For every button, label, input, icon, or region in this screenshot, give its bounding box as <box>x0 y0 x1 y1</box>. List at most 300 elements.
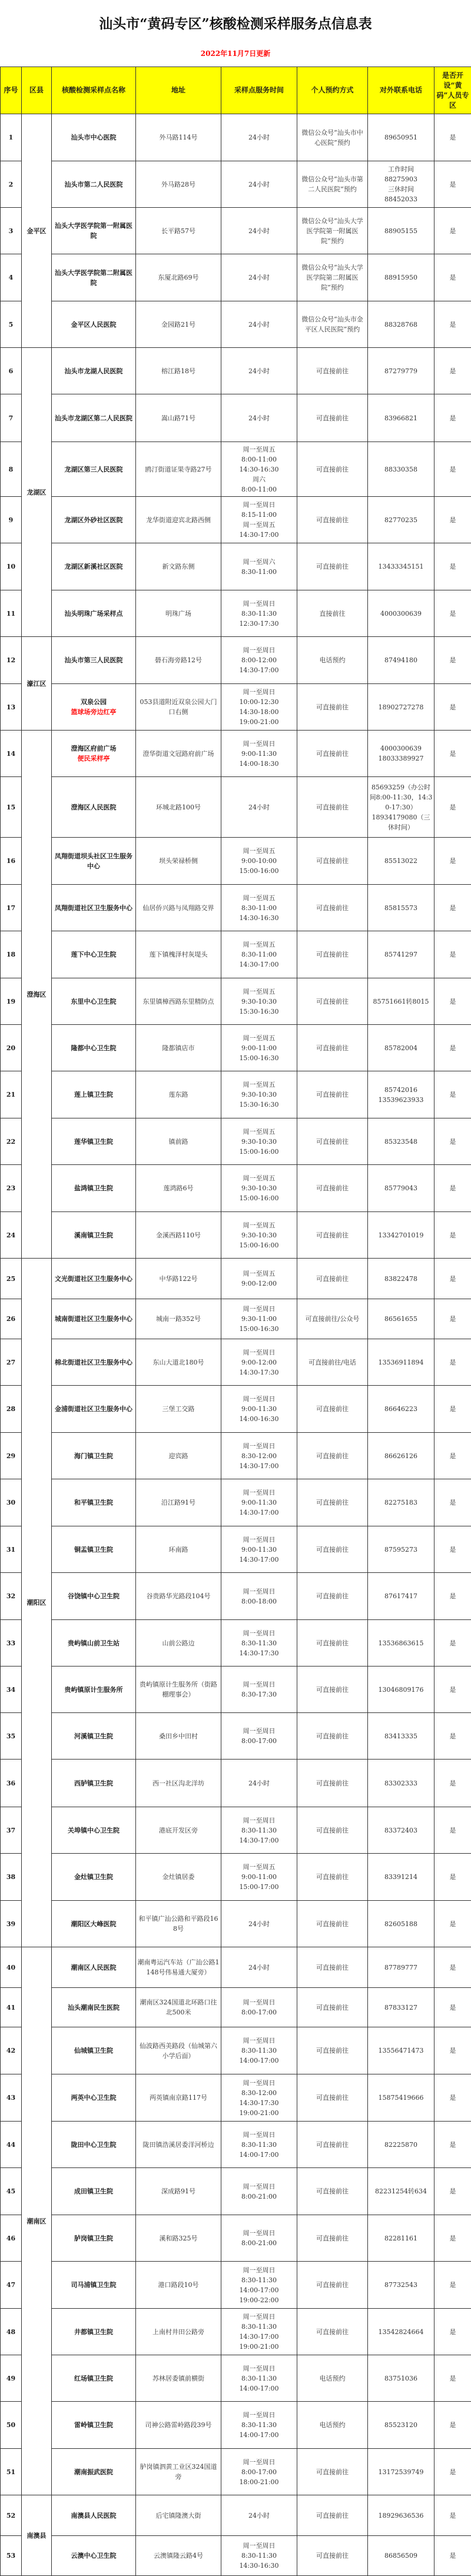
site-name <box>52 1760 136 1807</box>
site-name <box>52 442 136 497</box>
contact-phone-line: 83413335 <box>384 1732 417 1740</box>
site-name <box>52 885 136 931</box>
site-address: 沿江路91号 <box>136 1479 221 1526</box>
service-hours <box>221 1025 297 1071</box>
yellow-code-zone-flag: 是 <box>434 1212 471 1259</box>
table-row <box>1 2309 471 2355</box>
table-row <box>1 254 471 301</box>
service-hours-line: 8:00-18:00 <box>241 1597 277 1605</box>
row-number: 11 <box>1 590 22 637</box>
row-number: 6 <box>1 348 22 394</box>
service-hours-line: 8:00-17:00 <box>241 1737 277 1745</box>
site-name-text: 河溪镇卫生院 <box>74 1732 113 1740</box>
service-hours <box>221 1479 297 1526</box>
table-row <box>1 1947 471 1988</box>
contact-phone-line: 13556471473 <box>378 2047 424 2054</box>
site-name <box>52 1713 136 1760</box>
service-hours-line: 周一至周五 <box>243 1863 276 1871</box>
appointment-method: 可直接前往 <box>297 1713 368 1760</box>
col-header-no: 序号 <box>1 67 22 114</box>
contact-phone-line: 83372403 <box>384 1826 417 1834</box>
appointment-method: 可直接前往 <box>297 2309 368 2355</box>
row-number: 34 <box>1 1667 22 1713</box>
service-hours-line: 周一至周五 <box>243 941 276 948</box>
service-hours <box>221 1212 297 1259</box>
site-address: 港底开发区旁 <box>136 1807 221 1854</box>
table-row <box>1 1854 471 1901</box>
site-address: 龙华街道迎宾北路西侧 <box>136 497 221 543</box>
site-name <box>52 2027 136 2074</box>
service-hours-line: 14:30-17:00 <box>239 2333 279 2341</box>
site-name-text: 金浦街道社区卫生服务中心 <box>55 1405 132 1413</box>
service-hours-line: 周一至周六 <box>243 557 276 566</box>
yellow-code-zone-flag: 是 <box>434 114 471 161</box>
service-hours-line: 9:00-11:30 <box>241 1405 277 1413</box>
service-hours-line: 14:30-16:30 <box>239 465 279 473</box>
appointment-method: 可直接前往 <box>297 2168 368 2215</box>
site-address: 仙居侨兴路与凤翔路交界 <box>136 885 221 931</box>
site-name-text: 龙湖区外砂社区医院 <box>64 516 123 524</box>
site-address: 三堡工交路 <box>136 1386 221 1433</box>
table-row <box>1 1386 471 1433</box>
row-number: 28 <box>1 1386 22 1433</box>
service-hours <box>221 1573 297 1620</box>
service-hours <box>221 931 297 978</box>
service-hours-line: 15:00-16:00 <box>239 1241 279 1249</box>
yellow-code-zone-flag: 是 <box>434 1165 471 1212</box>
service-hours-line: 8:30-12:00 <box>241 2089 277 2097</box>
appointment-method: 可直接前往 <box>297 1259 368 1299</box>
site-name-text: 龙湖区新溪社区医院 <box>64 563 123 570</box>
service-hours-line: 周一至周日 <box>243 1727 276 1735</box>
site-name <box>52 394 136 442</box>
site-address: 迎宾路 <box>136 1433 221 1479</box>
site-address: 西一社区沟北洋坊 <box>136 1760 221 1807</box>
table-row <box>1 1212 471 1259</box>
service-hours-line: 14:00-17:00 <box>239 2431 279 2439</box>
row-number: 31 <box>1 1526 22 1573</box>
yellow-code-zone-flag: 是 <box>434 978 471 1025</box>
appointment-method: 电话预约 <box>297 637 368 684</box>
yellow-code-zone-flag: 是 <box>434 1713 471 1760</box>
contact-phone-line: 13542824664 <box>378 2328 424 2336</box>
row-number: 53 <box>1 2536 22 2576</box>
appointment-method: 直接前往 <box>297 590 368 637</box>
service-hours-line: 24小时 <box>248 367 270 375</box>
table-row <box>1 543 471 590</box>
yellow-code-zone-flag: 是 <box>434 1760 471 1807</box>
contact-phone <box>368 2027 434 2074</box>
service-hours <box>221 2536 297 2576</box>
contact-phone-line: 15875419666 <box>378 2094 424 2102</box>
service-hours-line: 24小时 <box>248 1779 270 1787</box>
site-name-text: 井都镇卫生院 <box>74 2328 113 2336</box>
table-row <box>1 1025 471 1071</box>
contact-phone-line: 86561655 <box>384 1315 417 1323</box>
service-hours-line: 周一至周日 <box>243 2130 276 2139</box>
service-hours <box>221 1259 297 1299</box>
service-hours-line: 8:30-11:30 <box>241 2421 277 2429</box>
service-hours-line: 周一至周五 <box>243 1174 276 1182</box>
site-name <box>52 777 136 838</box>
service-hours-line: 周一至周五 <box>243 445 276 453</box>
contact-phone <box>368 1901 434 1947</box>
table-row <box>1 2495 471 2536</box>
yellow-code-zone-flag: 是 <box>434 1071 471 1118</box>
site-address: 莲下镇槐泽村灰堤头 <box>136 931 221 978</box>
contact-phone <box>368 301 434 348</box>
table-row <box>1 2402 471 2449</box>
site-address: 坝头荣禄桥侧 <box>136 838 221 885</box>
contact-phone-line: 86646223 <box>384 1405 417 1413</box>
service-hours-line: 8:00-11:00 <box>241 455 277 463</box>
site-address: 陇田镇浩溪居委洋河桥边 <box>136 2122 221 2168</box>
service-hours-line: 8:15-11:00 <box>241 511 277 519</box>
site-name <box>52 1299 136 1339</box>
service-hours <box>221 161 297 208</box>
row-number: 32 <box>1 1573 22 1620</box>
service-hours <box>221 208 297 254</box>
service-hours-line: 14:00-17:00 <box>239 2057 279 2064</box>
site-name <box>52 731 136 777</box>
table-row <box>1 1988 471 2027</box>
appointment-method: 可直接前往 <box>297 1386 368 1433</box>
service-hours <box>221 777 297 838</box>
site-address: 东里镇樟西路东里精防点 <box>136 978 221 1025</box>
table-row <box>1 301 471 348</box>
site-name-text: 雷岭镇卫生院 <box>74 2421 113 2429</box>
service-hours-line: 14:30-17:00 <box>239 1555 279 1563</box>
yellow-code-zone-flag: 是 <box>434 161 471 208</box>
site-name-text: 东里中心卫生院 <box>71 997 117 1005</box>
appointment-method: 电话预约 <box>297 2355 368 2402</box>
site-name <box>52 1901 136 1947</box>
appointment-method: 可直接前往 <box>297 1760 368 1807</box>
site-address: 金溪西路110号 <box>136 1212 221 1259</box>
contact-phone-line: 87789777 <box>384 1963 417 1971</box>
site-address: 嵩山路71号 <box>136 394 221 442</box>
contact-phone-line: 13536863615 <box>378 1639 424 1647</box>
yellow-code-zone-flag: 是 <box>434 2449 471 2495</box>
service-hours-line: 周一至周五 <box>243 1081 276 1088</box>
yellow-code-zone-flag: 是 <box>434 2495 471 2536</box>
site-name-text: 西胪镇卫生院 <box>74 1779 113 1787</box>
service-hours <box>221 1299 297 1339</box>
site-name-text: 盐鸿镇卫生院 <box>74 1184 113 1192</box>
appointment-method: 可直接前往 <box>297 2262 368 2309</box>
service-hours-line: 14:30-17:30 <box>239 1368 279 1376</box>
service-hours-line: 周一至周日 <box>243 1999 276 2006</box>
service-hours <box>221 1807 297 1854</box>
contact-phone-line: 82275183 <box>384 1499 417 1506</box>
service-hours-line: 8:00-17:00 <box>241 2468 277 2476</box>
site-name-text: 棉北街道社区卫生服务中心 <box>55 1358 132 1366</box>
service-hours-line: 周一至周日 <box>243 1681 276 1688</box>
contact-phone-line: 87833127 <box>384 2003 417 2011</box>
site-name <box>52 2449 136 2495</box>
yellow-code-zone-flag: 是 <box>434 1947 471 1988</box>
appointment-method: 可直接前往 <box>297 1988 368 2027</box>
appointment-method: 可直接前往 <box>297 1667 368 1713</box>
service-hours-line: 周一至周日 <box>243 2182 276 2190</box>
service-hours-line: 14:00-17:00 <box>239 2384 279 2392</box>
row-number: 49 <box>1 2355 22 2402</box>
contact-phone <box>368 978 434 1025</box>
site-address: 潮南区324国道北环路口往北500米 <box>136 1988 221 2027</box>
row-number: 13 <box>1 684 22 731</box>
row-number: 9 <box>1 497 22 543</box>
yellow-code-zone-flag: 是 <box>434 1386 471 1433</box>
service-hours-line: 8:30-11:30 <box>241 2374 277 2382</box>
service-hours-line: 周一至周日 <box>243 1535 276 1543</box>
site-address: 谷贵路华光路段104号 <box>136 1573 221 1620</box>
site-name-text: 潮南区人民医院 <box>71 1963 117 1971</box>
district-cell: 南澳县 <box>22 2495 52 2576</box>
contact-phone <box>368 161 434 208</box>
site-name <box>52 1807 136 1854</box>
service-hours-line: 14:30-17:00 <box>239 961 279 968</box>
appointment-method: 可直接前往 <box>297 2536 368 2576</box>
site-address: 胪岗镇泗黄工业区324国道旁 <box>136 2449 221 2495</box>
contact-phone-line: 82231254转634 <box>375 2187 427 2195</box>
contact-phone-line: 85513022 <box>384 857 417 865</box>
contact-phone <box>368 1667 434 1713</box>
service-hours-line: 8:30-17:30 <box>241 1691 277 1698</box>
service-hours-line: 周六 <box>253 475 266 483</box>
contact-phone <box>368 543 434 590</box>
appointment-method: 可直接前往 <box>297 2122 368 2168</box>
yellow-code-zone-flag: 是 <box>434 2027 471 2074</box>
contact-phone <box>368 1165 434 1212</box>
table-row <box>1 1433 471 1479</box>
service-hours-line: 19:00-22:00 <box>239 2296 279 2304</box>
row-number: 24 <box>1 1212 22 1259</box>
contact-phone-line: 83966821 <box>384 414 417 422</box>
table-row <box>1 1760 471 1807</box>
site-name <box>52 637 136 684</box>
service-hours-line: 周一至周日 <box>243 646 276 654</box>
appointment-method: 可直接前往 <box>297 1071 368 1118</box>
row-number: 48 <box>1 2309 22 2355</box>
appointment-method: 可直接前往 <box>297 2027 368 2074</box>
service-hours <box>221 1118 297 1165</box>
appointment-method: 可直接前往 <box>297 394 368 442</box>
contact-phone-line: 18033389927 <box>378 755 424 762</box>
yellow-code-zone-flag: 是 <box>434 394 471 442</box>
appointment-method: 可直接前往 <box>297 1573 368 1620</box>
contact-phone-line: 13172539749 <box>378 2468 424 2476</box>
service-hours <box>221 2309 297 2355</box>
service-hours-line: 14:30-18:00 <box>239 708 279 716</box>
service-hours-line: 19:00-21:00 <box>239 2343 279 2351</box>
row-number: 45 <box>1 2168 22 2215</box>
service-hours-line: 9:30-10:30 <box>241 1137 277 1146</box>
district-cell: 澄海区 <box>22 731 52 1259</box>
contact-phone <box>368 2215 434 2262</box>
yellow-code-zone-flag: 是 <box>434 1807 471 1854</box>
appointment-method: 可直接前往 <box>297 731 368 777</box>
contact-phone <box>368 348 434 394</box>
table-row <box>1 1118 471 1165</box>
yellow-code-zone-flag: 是 <box>434 731 471 777</box>
service-hours-line: 8:00-17:00 <box>241 2009 277 2016</box>
site-name-text: 汕头市第二人民医院 <box>64 180 123 188</box>
row-number: 29 <box>1 1433 22 1479</box>
service-hours-line: 周一至周五 <box>243 521 276 529</box>
service-hours <box>221 254 297 301</box>
contact-phone-line: 4000300639 <box>380 609 422 618</box>
table-row <box>1 442 471 497</box>
table-row <box>1 978 471 1025</box>
site-name-text: 金灶镇卫生院 <box>74 1873 113 1881</box>
site-name-text: 龙湖区第三人民医院 <box>64 465 123 473</box>
contact-phone <box>368 394 434 442</box>
service-hours <box>221 543 297 590</box>
service-hours-line: 19:00-21:00 <box>239 718 279 726</box>
contact-phone-line: 85815573 <box>384 904 417 912</box>
table-row <box>1 1071 471 1118</box>
site-name-text: 隆都中心卫生院 <box>71 1044 117 1052</box>
site-address: 金园路21号 <box>136 301 221 348</box>
service-hours-line: 周一至周日 <box>243 2458 276 2466</box>
site-address: 莲鸿路6号 <box>136 1165 221 1212</box>
appointment-method: 可直接前往 <box>297 931 368 978</box>
row-number: 25 <box>1 1259 22 1299</box>
service-hours-line: 周一至周日 <box>243 2313 276 2321</box>
service-hours <box>221 2449 297 2495</box>
table-row <box>1 731 471 777</box>
row-number: 14 <box>1 731 22 777</box>
appointment-method: 可直接前往 <box>297 1947 368 1988</box>
contact-phone <box>368 1259 434 1299</box>
site-name-text: 成田镇卫生院 <box>74 2187 113 2195</box>
yellow-code-zone-flag: 是 <box>434 1433 471 1479</box>
service-hours <box>221 1713 297 1760</box>
service-hours-line: 14:00-17:00 <box>239 2150 279 2159</box>
site-name <box>52 161 136 208</box>
contact-phone-line: 85323548 <box>384 1137 417 1146</box>
site-name <box>52 543 136 590</box>
row-number: 5 <box>1 301 22 348</box>
col-header-service-hours: 采样点服务时间 <box>221 67 297 114</box>
site-name-text: 司马浦镇卫生院 <box>71 2281 117 2289</box>
service-hours-line: 9:30-11:00 <box>241 1315 277 1323</box>
service-hours <box>221 1071 297 1118</box>
row-number: 10 <box>1 543 22 590</box>
site-address: 云澳镇隆云路4号 <box>136 2536 221 2576</box>
contact-phone-line: 三休时间 <box>388 185 414 193</box>
service-hours <box>221 838 297 885</box>
service-hours-line: 9:00-12:00 <box>241 1358 277 1366</box>
yellow-code-zone-flag: 是 <box>434 885 471 931</box>
site-name <box>52 1212 136 1259</box>
service-hours-line: 9:00-11:30 <box>241 1545 277 1553</box>
site-address: 桑田乡中田村 <box>136 1713 221 1760</box>
service-hours <box>221 1526 297 1573</box>
yellow-code-zone-flag: 是 <box>434 2122 471 2168</box>
contact-phone <box>368 1212 434 1259</box>
site-name <box>52 348 136 394</box>
col-header-site-name: 核酸检测采样点名称 <box>52 67 136 114</box>
service-hours-line: 周一至周五 <box>243 987 276 995</box>
service-hours-line: 9:30-10:30 <box>241 1091 277 1098</box>
service-hours-line: 周一至周五 <box>243 1034 276 1042</box>
page-title: 汕头市“黄码专区”核酸检测采样服务点信息表 <box>99 16 372 32</box>
update-date: 2022年11月7日更新 <box>200 49 271 58</box>
site-name <box>52 2262 136 2309</box>
yellow-code-zone-flag: 是 <box>434 2402 471 2449</box>
site-name <box>52 1165 136 1212</box>
service-hours-line: 周一至周五 <box>243 1270 276 1277</box>
service-hours-line: 8:30-12:00 <box>241 1452 277 1460</box>
service-hours <box>221 2495 297 2536</box>
service-hours <box>221 2215 297 2262</box>
site-name-text: 两英中心卫生院 <box>71 2094 117 2102</box>
site-name <box>52 1667 136 1713</box>
yellow-code-zone-flag: 是 <box>434 2215 471 2262</box>
contact-phone <box>368 731 434 777</box>
appointment-method: 可直接前往 <box>297 1165 368 1212</box>
service-hours-line: 24小时 <box>248 227 270 235</box>
yellow-code-zone-flag: 是 <box>434 543 471 590</box>
service-hours-line: 14:00-17:00 <box>239 2286 279 2294</box>
service-hours-line: 15:00-16:30 <box>239 1325 279 1333</box>
site-name <box>52 301 136 348</box>
site-name-text: 海门镇卫生院 <box>74 1452 113 1460</box>
yellow-code-zone-flag: 是 <box>434 838 471 885</box>
service-hours-line: 8:30-11:30 <box>241 2552 277 2560</box>
contact-phone-line: 13342701019 <box>378 1231 424 1239</box>
service-hours-line: 24小时 <box>248 1920 270 1928</box>
appointment-method: 可直接前往 <box>297 348 368 394</box>
service-hours-line: 8:00-21:00 <box>241 2239 277 2247</box>
yellow-code-zone-flag: 是 <box>434 1854 471 1901</box>
yellow-code-zone-flag: 是 <box>434 2355 471 2402</box>
table-row <box>1 684 471 731</box>
contact-phone-line: 13046809176 <box>378 1685 424 1694</box>
contact-phone-line: 88905155 <box>384 227 417 235</box>
site-address: 两英镇南京路117号 <box>136 2074 221 2122</box>
site-address: 外马路28号 <box>136 161 221 208</box>
service-hours <box>221 1620 297 1667</box>
sampling-sites-table <box>0 67 471 2576</box>
row-number: 23 <box>1 1165 22 1212</box>
service-hours-line: 周一至周日 <box>243 1587 276 1595</box>
contact-phone-line: 工作时间 <box>388 165 414 173</box>
service-hours <box>221 1760 297 1807</box>
yellow-code-zone-flag: 是 <box>434 777 471 838</box>
yellow-code-zone-flag: 是 <box>434 1667 471 1713</box>
contact-phone-line: 86856509 <box>384 2552 417 2560</box>
yellow-code-zone-flag: 是 <box>434 1339 471 1386</box>
service-hours-line: 8:30-11:30 <box>241 2140 277 2149</box>
contact-phone <box>368 1386 434 1433</box>
row-number: 17 <box>1 885 22 931</box>
service-hours-line: 14:30-17:30 <box>239 2099 279 2107</box>
site-address: 环南路 <box>136 1526 221 1573</box>
site-address: 053县道附近双泉公园大门口右侧 <box>136 684 221 731</box>
service-hours-line: 24小时 <box>248 2511 270 2519</box>
site-address: 深成路91号 <box>136 2168 221 2215</box>
service-hours-line: 9:30-10:30 <box>241 1231 277 1239</box>
site-address: 贵屿镇原计生服务所（街路棚理事会） <box>136 1667 221 1713</box>
service-hours-line: 14:30-17:30 <box>239 1649 279 1657</box>
service-hours-line: 8:30-11:30 <box>241 1826 277 1834</box>
site-name <box>52 838 136 885</box>
service-hours <box>221 2262 297 2309</box>
yellow-code-zone-flag: 是 <box>434 1526 471 1573</box>
yellow-code-zone-flag: 是 <box>434 1620 471 1667</box>
